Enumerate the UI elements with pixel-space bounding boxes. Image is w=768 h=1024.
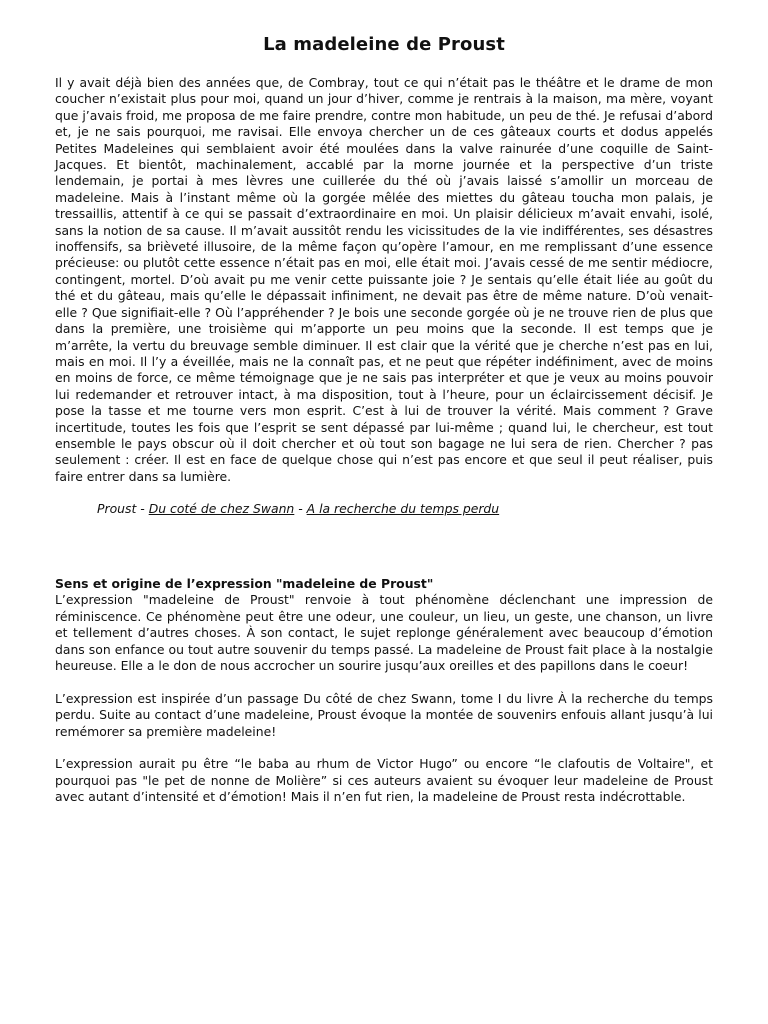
section-paragraph: L’expression "madeleine de Proust" renvoie à tout phénomène déclenchant une impression de réminiscence. Ce phénomène peut être une odeur, une couleur, un lieu, un geste, une chanson, un livre et tellement d’autres choses. À son contact, le sujet replonge généralement avec beaucoup d’émotion dans son enfance ou tout autre souvenir du temps passé. La madeleine de Proust fait place à la nostalgie heureuse. Elle a le don de nous accrocher un sourire jusqu’aux oreilles et des papillons dans le coeur! bbox=[55, 592, 713, 674]
expression-section bbox=[55, 576, 713, 822]
proust-quote: Il y avait déjà bien des années que, de Combray, tout ce qui n’était pas le théâtre et le drame de mon coucher n’existait plus pour moi, quand un jour d’hiver, comme je rentrais à la maison, ma mère, voyant que j’avais froid, me proposa de me faire prendre, contre mon habitude, un peu de thé. Je refusai d’abord et, je ne sais pourquoi, me ravisai. Elle envoya chercher un de ces gâteaux courts et dodus appelés Petites Madeleines qui semblaient avoir été moulées dans la valve rainurée d’une coquille de Saint-Jacques. Et bientôt, machinalement, accablé par la morne journée et la perspective d’un triste lendemain, je portai à mes lèvres une cuillerée du thé où j’avais laissé s’amollir un morceau de madeleine. Mais à l’instant même où la gorgée mêlée des miettes du gâteau toucha mon palais, je tressaillis, attentif à ce qui se passait d’extraordinaire en moi. Un plaisir délicieux m’avait envahi, isolé, sans la notion de sa cause. Il m’avait aussitôt rendu les vicissitudes de la vie indifférentes, ses désastres inoffensifs, sa brièveté illusoire, de la même façon qu’opère l’amour, en me remplissant d’une essence précieuse: ou plutôt cette essence n’était pas en moi, elle était moi. J’avais cessé de me sentir médiocre, contingent, mortel. D’où avait pu me venir cette puissante joie ? Je sentais qu’elle était liée au goût du thé et du gâteau, mais qu’elle le dépassait infiniment, ne devait pas être de même nature. D’où venait-elle ? Que signifiait-elle ? Où l’appréhender ? Je bois une seconde gorgée où je ne trouve rien de plus que dans la première, une troisième qui m’apporte un peu moins que la seconde. Il est temps que je m’arrête, la vertu du breuvage semble diminuer. Il est clair que la vérité que je cherche n’est pas en lui, mais en moi. Il l’y a éveillée, mais ne la connaît pas, et ne peut que répéter indéfiniment, avec de moins en moins de force, ce même témoignage que je ne sais pas interpréter et que je veux au moins pouvoir lui redemander et retrouver intact, à ma disposition, tout à l’heure, pour un éclaircissement décisif. Je pose la tasse et me tourne vers mon esprit. C’est à lui de trouver la vérité. Mais comment ? Grave incertitude, toutes les fois que l’esprit se sent dépassé par lui-même ; quand lui, le chercheur, est tout ensemble le pays obscur où il doit chercher et où tout son bagage ne lui sera de rien. Chercher ? pas seulement : créer. Il est en face de quelque chose qui n’est pas encore et que seul il peut réaliser, puis faire entrer dans sa lumière. bbox=[55, 75, 713, 484]
series-link[interactable]: A la recherche du temps perdu bbox=[306, 501, 500, 517]
page-title: La madeleine de Proust bbox=[263, 34, 505, 55]
section-heading: Sens et origine de l’expression "madeleine de Proust" bbox=[55, 576, 434, 591]
source-author: Proust bbox=[97, 501, 137, 517]
book-link[interactable]: Du coté de chez Swann bbox=[148, 501, 295, 517]
source-separator: - bbox=[294, 501, 307, 517]
section-paragraph: L’expression aurait pu être “le baba au rhum de Victor Hugo” ou encore “le clafoutis de Voltaire", et pourquoi pas "le pet de nonne de Molière” si ces auteurs avaient su évoquer leur madeleine de Proust avec autant d’intensité et d’émotion! Mais il n’en fut rien, la madeleine de Proust resta indécrottable. bbox=[55, 756, 713, 805]
quote-source bbox=[55, 501, 713, 517]
document-page bbox=[55, 34, 713, 805]
source-separator: - bbox=[136, 501, 149, 517]
section-paragraph: L’expression est inspirée d’un passage Du côté de chez Swann, tome I du livre À la recherche du temps perdu. Suite au contact d’une madeleine, Proust évoque la montée de souvenirs enfouis allant jusqu’à lui remémorer sa première madeleine! bbox=[55, 690, 713, 739]
